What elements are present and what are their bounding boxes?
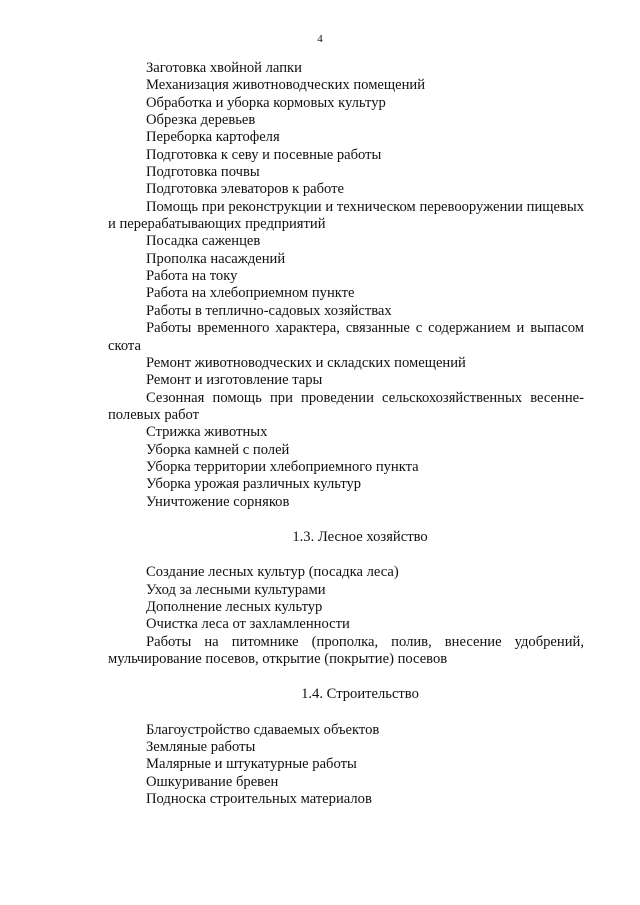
list-item: Уборка урожая различных культур <box>146 476 362 493</box>
list-item: Создание лесных культур (посадка леса) <box>146 564 399 581</box>
section-heading-forestry: 1.3. Лесное хозяйство <box>292 528 428 545</box>
list-item: Подготовка почвы <box>146 164 260 181</box>
page-number: 4 <box>317 33 323 45</box>
list-item: Посадка саженцев <box>146 233 261 250</box>
construction-list <box>108 722 584 809</box>
list-item: Ошкуривание бревен <box>146 773 279 790</box>
list-item: Земляные работы <box>146 739 256 756</box>
list-item: Помощь при реконструкции и техническом перевооружении пищевых и перерабатывающих предприятий <box>108 198 584 233</box>
list-item: Уборка камней с полей <box>146 441 290 458</box>
list-item: Механизация животноводческих помещений <box>146 77 426 94</box>
list-item: Стрижка животных <box>146 424 268 441</box>
list-item: Подготовка элеваторов к работе <box>146 181 345 198</box>
list-item: Заготовка хвойной лапки <box>146 60 302 76</box>
list-item: Ремонт животноводческих и складских помещений <box>146 354 466 371</box>
document-body <box>108 60 584 808</box>
list-item: Очистка леса от захламленности <box>146 616 350 633</box>
list-item: Подготовка к севу и посевные работы <box>146 146 382 163</box>
list-item: Уборка территории хлебоприемного пункта <box>146 458 419 475</box>
list-item: Работа на хлебоприемном пункте <box>146 285 355 302</box>
list-item: Обрезка деревьев <box>146 112 256 129</box>
forestry-list <box>108 564 584 668</box>
list-item: Обработка и уборка кормовых культур <box>146 94 386 111</box>
agriculture-list <box>108 60 584 511</box>
list-item: Уход за лесными культурами <box>146 581 326 598</box>
list-item: Работы в теплично-садовых хозяйствах <box>146 302 392 319</box>
list-item: Ремонт и изготовление тары <box>146 372 323 389</box>
list-item: Подноска строительных материалов <box>146 791 372 808</box>
list-item: Благоустройство сдаваемых объектов <box>146 721 380 738</box>
list-item: Работы временного характера, связанные с содержанием и выпасом скота <box>108 320 584 354</box>
section-heading-construction: 1.4. Строительство <box>301 686 419 703</box>
list-item: Прополка насаждений <box>146 250 286 267</box>
list-item: Малярные и штукатурные работы <box>146 756 357 773</box>
list-item: Работы на питомнике (прополка, полив, внесение удобрений, мульчирование посевов, открытие (покрытие) посевов <box>108 633 584 667</box>
list-item: Сезонная помощь при проведении сельскохозяйственных весенне-полевых работ <box>108 389 584 423</box>
list-item: Работа на току <box>146 268 238 285</box>
list-item: Дополнение лесных культур <box>146 598 323 615</box>
list-item: Уничтожение сорняков <box>146 493 290 510</box>
list-item: Переборка картофеля <box>146 129 280 146</box>
